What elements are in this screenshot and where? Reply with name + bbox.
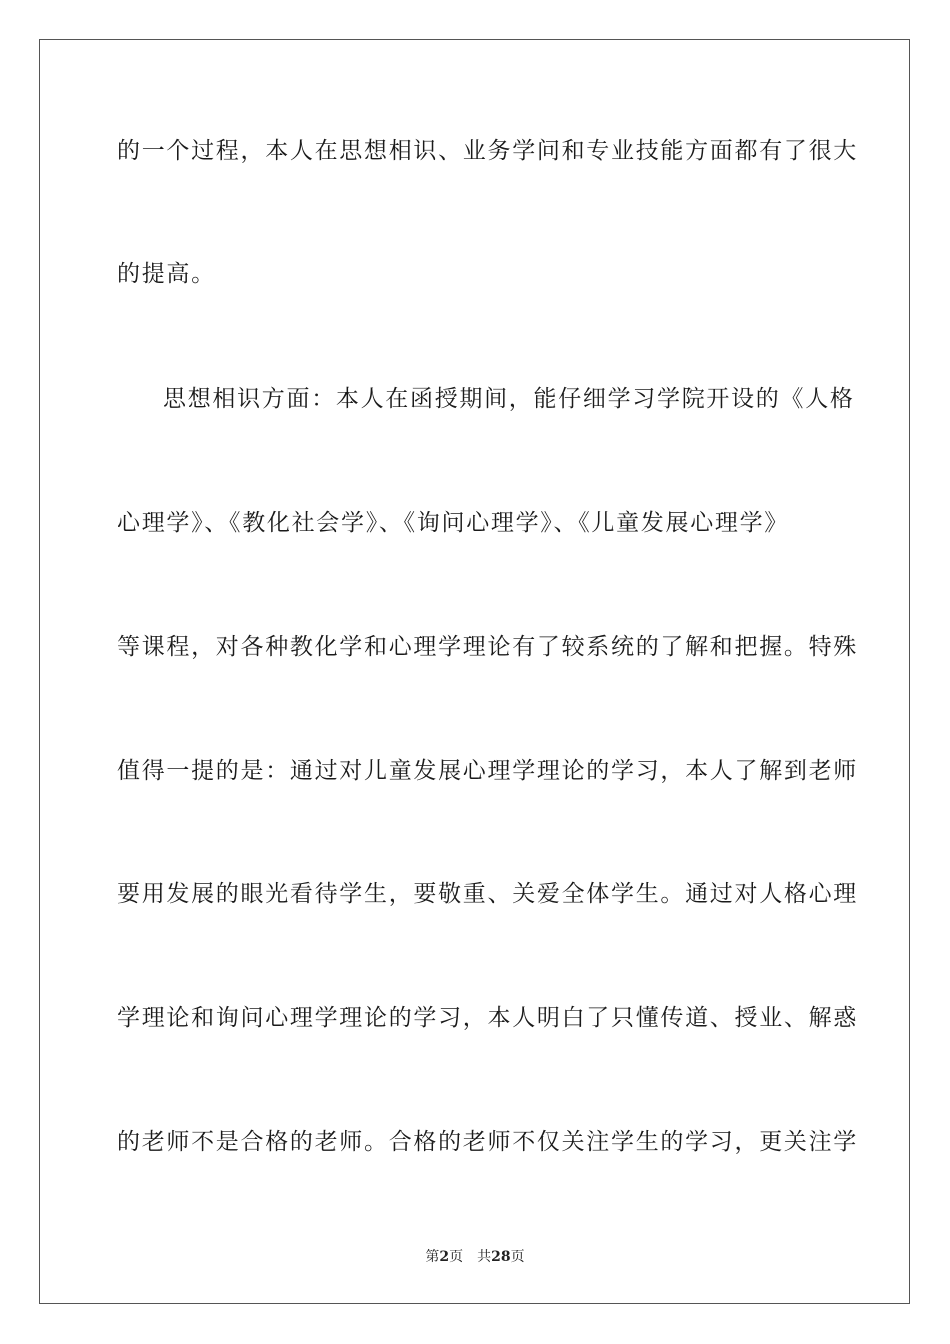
total-pages: 28 <box>491 1249 511 1265</box>
page-suffix: 页 <box>449 1249 464 1265</box>
text-line-9: 的老师不是合格的老师。合格的老师不仅关注学生的学习，更关注学 <box>117 1129 858 1155</box>
page-frame <box>39 39 910 1304</box>
text-line-5: 等课程，对各种教化学和心理学理论有了较系统的了解和把握。特殊 <box>117 634 858 660</box>
total-prefix: 共 <box>477 1249 492 1265</box>
paragraph-start-line: 思想相识方面：本人在函授期间，能仔细学习学院开设的《人格 <box>163 386 855 412</box>
text-line-1: 的一个过程，本人在思想相识、业务学问和专业技能方面都有了很大 <box>117 138 858 164</box>
text-line-6: 值得一提的是：通过对儿童发展心理学理论的学习，本人了解到老师 <box>117 758 858 784</box>
text-line-8: 学理论和询问心理学理论的学习，本人明白了只懂传道、授业、解惑 <box>117 1005 858 1031</box>
text-line-4: 心理学》、《教化社会学》、《询问心理学》、《儿童发展心理学》 <box>117 510 789 536</box>
text-line-7: 要用发展的眼光看待学生，要敬重、关爱全体学生。通过对人格心理 <box>117 881 858 907</box>
page-prefix: 第 <box>425 1249 440 1265</box>
page-number: 2 <box>439 1249 450 1265</box>
page-footer <box>0 1248 950 1266</box>
text-line-2: 的提高。 <box>117 261 216 287</box>
total-suffix: 页 <box>510 1249 525 1265</box>
